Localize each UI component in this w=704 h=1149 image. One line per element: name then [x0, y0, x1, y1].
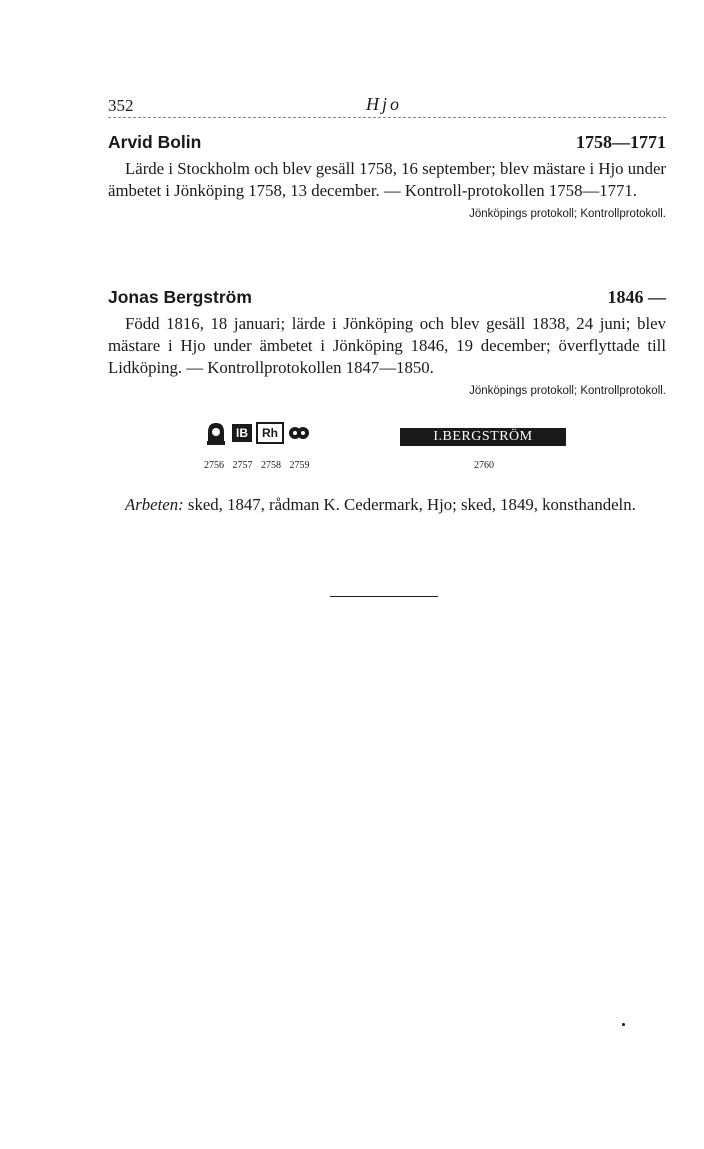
entry-heading	[108, 287, 666, 313]
date-letter-stamp: Rh	[256, 422, 284, 444]
town-arms-hallmark-icon	[204, 420, 228, 446]
entry-arvid-bolin	[108, 132, 666, 220]
entry-name: Arvid Bolin	[108, 132, 202, 152]
entry-heading	[108, 132, 666, 158]
works-label: Arbeten:	[125, 495, 184, 514]
maker-initials-stamp: IB	[232, 424, 252, 442]
hallmark-group-left	[204, 420, 310, 446]
hallmark-number: 2757	[232, 460, 253, 471]
running-title: Hjo	[366, 94, 402, 114]
entry-jonas-bergstrom	[108, 287, 666, 397]
hallmark-number: 2760	[474, 460, 494, 471]
hallmark-number: 2758	[261, 460, 281, 471]
entry-source: Jönköpings protokoll; Kontrollprotokoll.	[469, 385, 666, 397]
header-rule	[108, 117, 666, 118]
hallmarks	[108, 412, 666, 482]
entry-text: Född 1816, 18 januari; lärde i Jönköping och blev gesäll 1838, 24 juni; blev mästare i Hjo under ämbetet i Jönköping 1846, 19 december; överflyttade till Lidköping. — Kontrollprotokollen 1847—1850.	[108, 314, 666, 377]
section-end-rule	[330, 596, 438, 597]
maker-name-stamp: I.BERGSTRÖM	[400, 428, 566, 446]
entry-years: 1758—1771	[576, 132, 666, 152]
entry-source: Jönköpings protokoll; Kontrollprotokoll.	[469, 208, 666, 220]
page-number: 352	[108, 96, 134, 115]
hallmark-numbers-left	[204, 460, 316, 471]
page-header	[108, 96, 666, 120]
works-paragraph	[108, 494, 666, 516]
print-speck	[622, 1023, 625, 1026]
works-text: sked, 1847, rådman K. Cedermark, Hjo; sked, 1849, konsthandeln.	[187, 495, 636, 514]
hallmark-number: 2759	[289, 460, 310, 471]
crowns-hallmark-icon	[288, 424, 310, 442]
hallmark-number: 2756	[204, 460, 224, 471]
book-page	[108, 0, 666, 1149]
entry-text: Lärde i Stockholm och blev gesäll 1758, 16 september; blev mästare i Hjo under ämbetet i Jönköping 1758, 13 december. — Kontroll-protokollen 1758—1771.	[108, 159, 666, 200]
entry-name: Jonas Bergström	[108, 287, 252, 307]
entry-years: 1846 —	[607, 287, 666, 307]
